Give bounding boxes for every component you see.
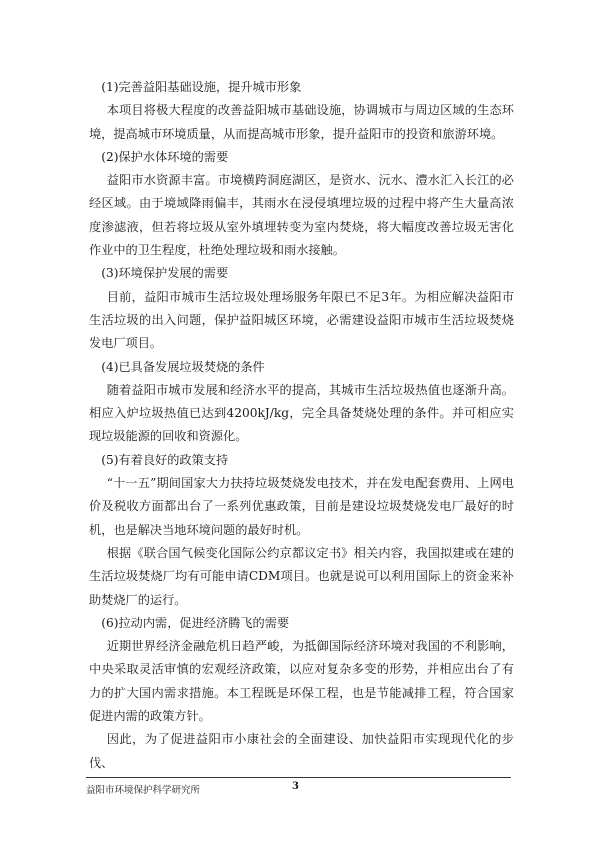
section-heading-2: (2)保护水体环境的需要	[101, 149, 229, 164]
document-body	[89, 76, 514, 775]
section-1-paragraph-1: 本项目将极大程度的改善益阳城市基础设施，协调城市与周边区域的生态环境，提高城市环境质量，从而提高城市形象，提升益阳市的投资和旅游环境。	[89, 103, 514, 141]
section-4-paragraph-1: 随着益阳市城市发展和经济水平的提高，其城市生活垃圾热值也逐渐升高。相应入炉垃圾热值已达到4200kJ/kg，完全具备焚烧处理的条件。并可相应实现垃圾能源的回收和资源化。	[89, 382, 514, 444]
section-6-paragraph-2: 因此，为了促进益阳市小康社会的全面建设、加快益阳市实现现代化的步伐、	[89, 732, 514, 770]
section-5-paragraph-2: 根据《联合国气候变化国际公约京都议定书》相关内容，我国拟建或在建的生活垃圾焚烧厂均有可能申请CDM项目。也就是说可以利用国际上的资金来补助焚烧厂的运行。	[89, 545, 514, 607]
footer-organization: 益阳市环境保护科学研究所	[86, 785, 201, 796]
section-6-paragraph-1: 近期世界经济金融危机日趋严峻，为抵御国际经济环境对我国的不利影响，中央采取灵活审慎的宏观经济政策，以应对复杂多变的形势，并相应出台了有力的扩大国内需求措施。本工程既是环保工程，也是节能减排工程，符合国家促进内需的政策方针。	[89, 639, 514, 724]
page-number: 3	[292, 781, 299, 792]
section-heading-6: (6)拉动内需，促进经济腾飞的需要	[101, 615, 290, 630]
section-heading-5: (5)有着良好的政策支持	[101, 452, 229, 467]
section-heading-1: (1)完善益阳基础设施，提升城市形象	[101, 80, 302, 94]
section-heading-3: (3)环境保护发展的需要	[101, 266, 229, 281]
section-2-paragraph-1: 益阳市水资源丰富。市境横跨洞庭湖区，是资水、沅水、澧水汇入长江的必经区域。由于境域降雨偏丰，其雨水在浸侵填埋垃圾的过程中将产生大量高浓度渗滤液，但若将垃圾从室外填埋转变为室内焚烧，将大幅度改善垃圾无害化作业中的卫生程度，杜绝处理垃圾和雨水接触。	[89, 173, 514, 258]
section-3-paragraph-1: 目前，益阳市城市生活垃圾处理场服务年限已不足3年。为相应解决益阳市生活垃圾的出入问题，保护益阳城区环境，必需建设益阳市城市生活垃圾焚烧发电厂项目。	[89, 289, 514, 351]
section-5-paragraph-1: “十一五”期间国家大力扶持垃圾焚烧发电技术，并在发电配套费用、上网电价及税收方面都出台了一系列优惠政策，目前是建设垃圾焚烧发电厂最好的时机，也是解决当地环境问题的最好时机。	[89, 476, 514, 537]
section-heading-4: (4)已具备发展垃圾焚烧的条件	[101, 359, 265, 374]
page-footer	[86, 777, 511, 798]
